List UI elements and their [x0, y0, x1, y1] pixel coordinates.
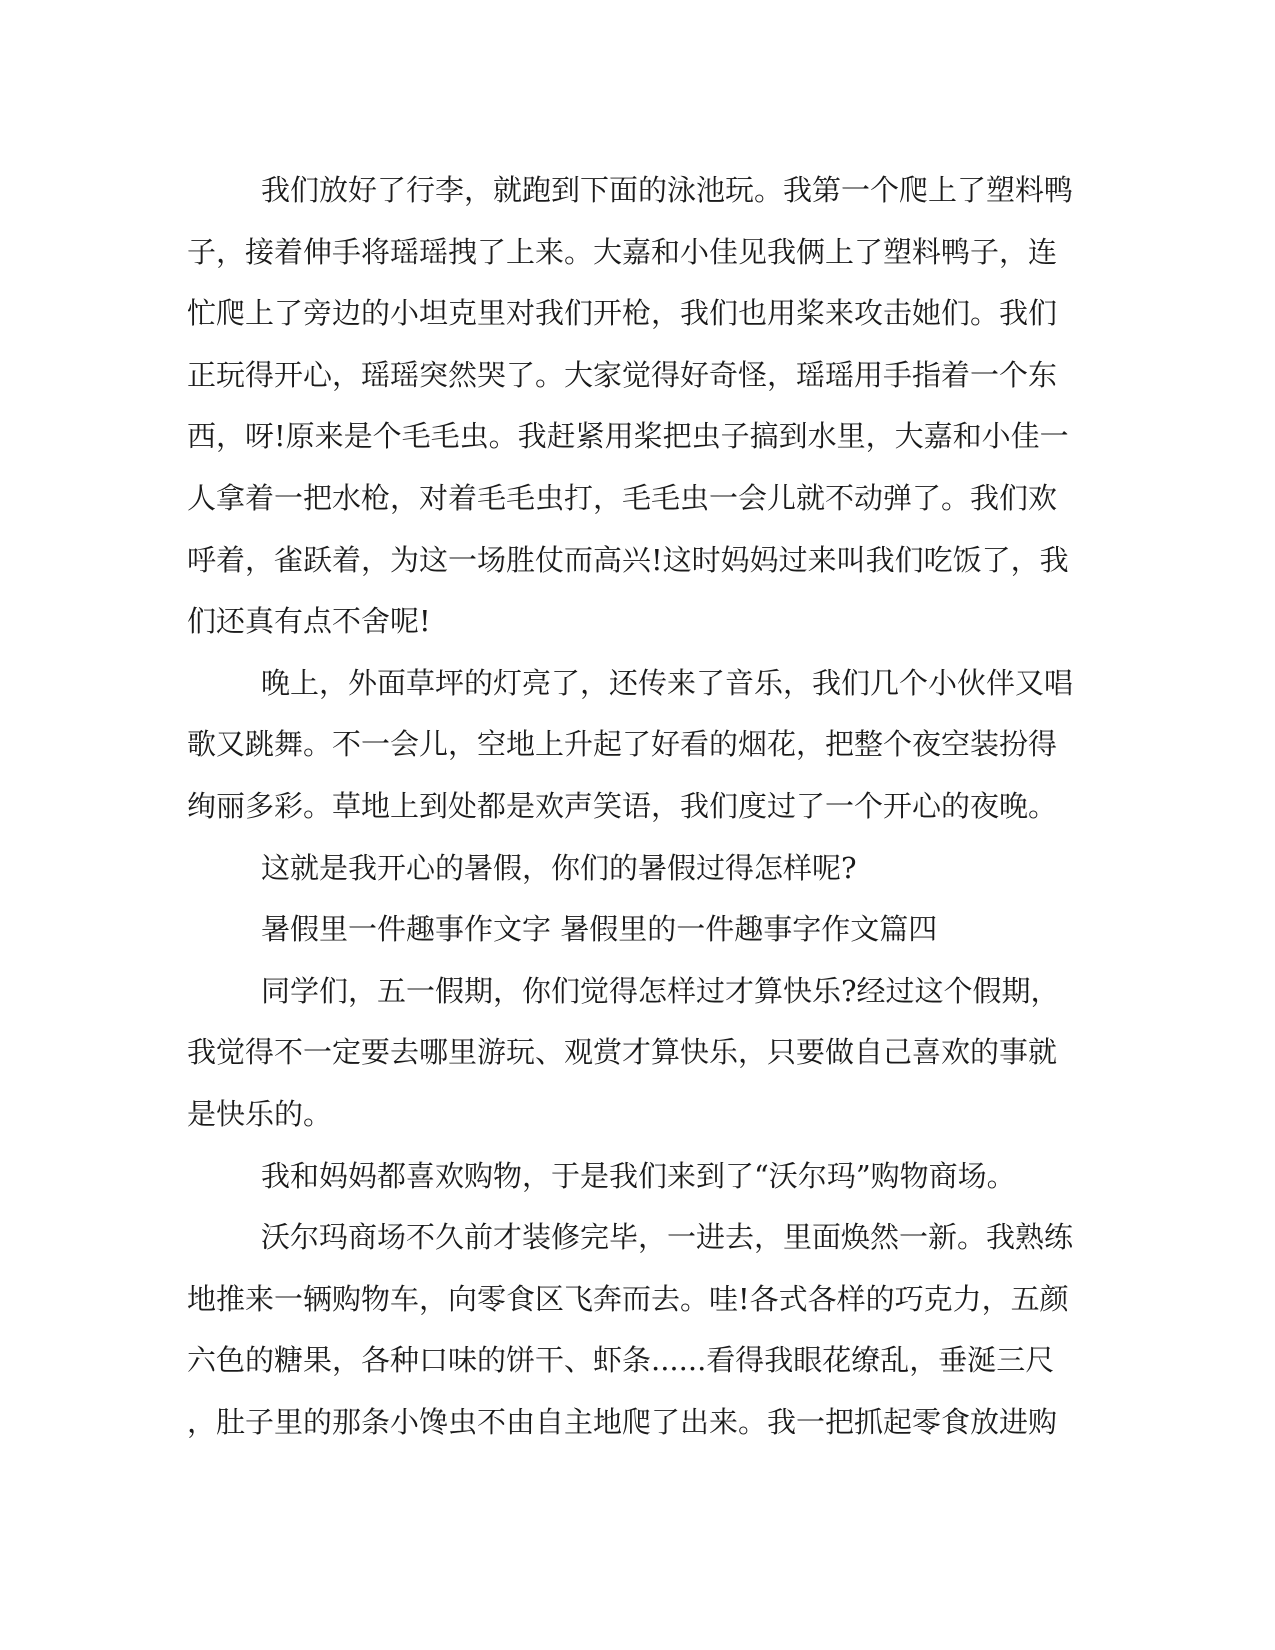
text-line: 呼着，雀跃着，为这一场胜仗而高兴!这时妈妈过来叫我们吃饭了，我 [187, 542, 1069, 577]
text-line: 人拿着一把水枪，对着毛毛虫打，毛毛虫一会儿就不动弹了。我们欢 [187, 480, 1058, 515]
text-line: 正玩得开心，瑶瑶突然哭了。大家觉得好奇怪，瑶瑶用手指着一个东 [187, 357, 1058, 392]
text-line: 六色的糖果，各种口味的饼干、虾条......看得我眼花缭乱，垂涎三尺 [187, 1343, 1055, 1378]
text-line: 是快乐的。 [187, 1096, 333, 1131]
text-line: 我觉得不一定要去哪里游玩、观赏才算快乐，只要做自己喜欢的事就 [187, 1035, 1058, 1070]
text-line: 忙爬上了旁边的小坦克里对我们开枪，我们也用桨来攻击她们。我们 [187, 296, 1058, 331]
text-line: ，肚子里的那条小馋虫不由自主地爬了出来。我一把抓起零食放进购 [187, 1404, 1058, 1439]
text-line: 们还真有点不舍呢! [187, 604, 431, 639]
text-line: 这就是我开心的暑假，你们的暑假过得怎样呢? [261, 850, 857, 885]
text-line: 晚上，外面草坪的灯亮了，还传来了音乐，我们几个小伙伴又唱 [261, 665, 1074, 700]
text-line: 子，接着伸手将瑶瑶拽了上来。大嘉和小佳见我俩上了塑料鸭子，连 [187, 234, 1058, 269]
document-body [187, 160, 1077, 1453]
text-line: 我们放好了行李，就跑到下面的泳池玩。我第一个爬上了塑料鸭 [261, 173, 1074, 207]
text-line: 同学们，五一假期，你们觉得怎样过才算快乐?经过这个假期， [261, 973, 1060, 1008]
text-line: 地推来一辆购物车，向零食区飞奔而去。哇!各式各样的巧克力，五颜 [187, 1281, 1069, 1316]
text-line: 西，呀!原来是个毛毛虫。我赶紧用桨把虫子搞到水里，大嘉和小佳一 [187, 419, 1069, 454]
text-line: 我和妈妈都喜欢购物，于是我们来到了“沃尔玛”购物商场。 [261, 1158, 1016, 1193]
text-line: 绚丽多彩。草地上到处都是欢声笑语，我们度过了一个开心的夜晚。 [187, 788, 1058, 823]
text-line: 歌又跳舞。不一会儿，空地上升起了好看的烟花，把整个夜空装扮得 [187, 727, 1058, 762]
section-heading: 暑假里一件趣事作文字 暑假里的一件趣事字作文篇四 [261, 912, 938, 947]
text-line: 沃尔玛商场不久前才装修完毕，一进去，里面焕然一新。我熟练 [261, 1220, 1074, 1255]
